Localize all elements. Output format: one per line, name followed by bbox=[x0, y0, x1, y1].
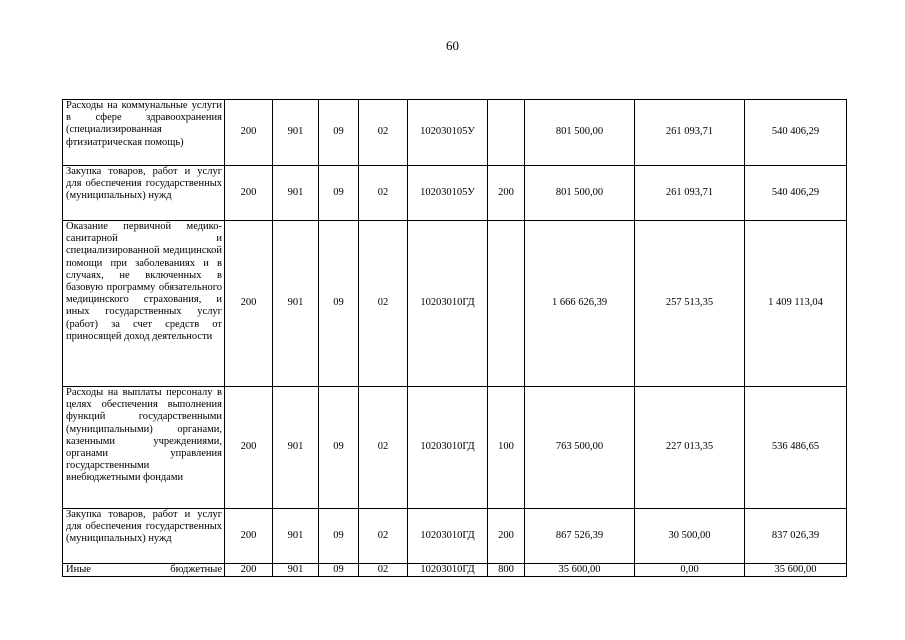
target-code-cell: 10203010ГД bbox=[408, 509, 488, 564]
planned-amount-cell: 801 500,00 bbox=[525, 100, 635, 166]
table-row bbox=[63, 166, 847, 221]
ministry-code-cell: 901 bbox=[273, 387, 319, 509]
executed-amount-cell: 227 013,35 bbox=[635, 387, 745, 509]
ministry-code-cell: 901 bbox=[273, 166, 319, 221]
ministry-code-cell: 901 bbox=[273, 564, 319, 577]
executed-amount-cell: 261 093,71 bbox=[635, 166, 745, 221]
remaining-amount-cell: 837 026,39 bbox=[745, 509, 847, 564]
remaining-amount-cell: 1 409 113,04 bbox=[745, 221, 847, 387]
subsection-code-cell: 02 bbox=[359, 509, 408, 564]
code-cell: 200 bbox=[225, 166, 273, 221]
section-code-cell: 09 bbox=[319, 221, 359, 387]
budget-table bbox=[62, 99, 847, 577]
expense-type-cell bbox=[488, 221, 525, 387]
section-code-cell: 09 bbox=[319, 509, 359, 564]
row-name: Закупка товаров, работ и услуг для обеспечения государственных (муниципальных) нужд bbox=[63, 166, 225, 221]
row-name: Расходы на выплаты персоналу в целях обеспечения выполнения функций государственными (муниципальными) органами, казенными учреждениями, органами управления государственными внебюджетными фондами bbox=[63, 387, 225, 509]
ministry-code-cell: 901 bbox=[273, 509, 319, 564]
code-cell: 200 bbox=[225, 100, 273, 166]
ministry-code-cell: 901 bbox=[273, 100, 319, 166]
subsection-code-cell: 02 bbox=[359, 166, 408, 221]
subsection-code-cell: 02 bbox=[359, 100, 408, 166]
planned-amount-cell: 801 500,00 bbox=[525, 166, 635, 221]
section-code-cell: 09 bbox=[319, 166, 359, 221]
expense-type-cell: 200 bbox=[488, 166, 525, 221]
target-code-cell: 10203010ГД bbox=[408, 387, 488, 509]
expense-type-cell: 800 bbox=[488, 564, 525, 577]
expense-type-cell: 200 bbox=[488, 509, 525, 564]
section-code-cell: 09 bbox=[319, 100, 359, 166]
row-name: Расходы на коммунальные услуги в сфере здравоохранения (специализированная фтизиатрическая помощь) bbox=[63, 100, 225, 166]
table-row bbox=[63, 100, 847, 166]
table-row bbox=[63, 564, 847, 577]
section-code-cell: 09 bbox=[319, 387, 359, 509]
row-name: Оказание первичной медико-санитарной и специализированной медицинской помощи при заболеваниях и в случаях, не включенных в базовую программу обязательного медицинского страхования, и иных государственных услуг (работ) за счет средств от приносящей доход деятельности bbox=[63, 221, 225, 387]
section-code-cell: 09 bbox=[319, 564, 359, 577]
code-cell: 200 bbox=[225, 387, 273, 509]
planned-amount-cell: 867 526,39 bbox=[525, 509, 635, 564]
target-code-cell: 10203010ГД bbox=[408, 221, 488, 387]
code-cell: 200 bbox=[225, 221, 273, 387]
expense-type-cell: 100 bbox=[488, 387, 525, 509]
row-name: Иные бюджетные bbox=[63, 564, 225, 577]
subsection-code-cell: 02 bbox=[359, 387, 408, 509]
remaining-amount-cell: 536 486,65 bbox=[745, 387, 847, 509]
table-row bbox=[63, 221, 847, 387]
target-code-cell: 102030105У bbox=[408, 100, 488, 166]
executed-amount-cell: 257 513,35 bbox=[635, 221, 745, 387]
subsection-code-cell: 02 bbox=[359, 564, 408, 577]
remaining-amount-cell: 540 406,29 bbox=[745, 166, 847, 221]
ministry-code-cell: 901 bbox=[273, 221, 319, 387]
executed-amount-cell: 261 093,71 bbox=[635, 100, 745, 166]
page-number: 60 bbox=[446, 38, 459, 53]
planned-amount-cell: 1 666 626,39 bbox=[525, 221, 635, 387]
remaining-amount-cell: 540 406,29 bbox=[745, 100, 847, 166]
executed-amount-cell: 0,00 bbox=[635, 564, 745, 577]
code-cell: 200 bbox=[225, 509, 273, 564]
executed-amount-cell: 30 500,00 bbox=[635, 509, 745, 564]
expense-type-cell bbox=[488, 100, 525, 166]
planned-amount-cell: 35 600,00 bbox=[525, 564, 635, 577]
target-code-cell: 102030105У bbox=[408, 166, 488, 221]
remaining-amount-cell: 35 600,00 bbox=[745, 564, 847, 577]
row-name: Закупка товаров, работ и услуг для обеспечения государственных (муниципальных) нужд bbox=[63, 509, 225, 564]
table-row bbox=[63, 387, 847, 509]
table-row bbox=[63, 509, 847, 564]
code-cell: 200 bbox=[225, 564, 273, 577]
subsection-code-cell: 02 bbox=[359, 221, 408, 387]
planned-amount-cell: 763 500,00 bbox=[525, 387, 635, 509]
target-code-cell: 10203010ГД bbox=[408, 564, 488, 577]
